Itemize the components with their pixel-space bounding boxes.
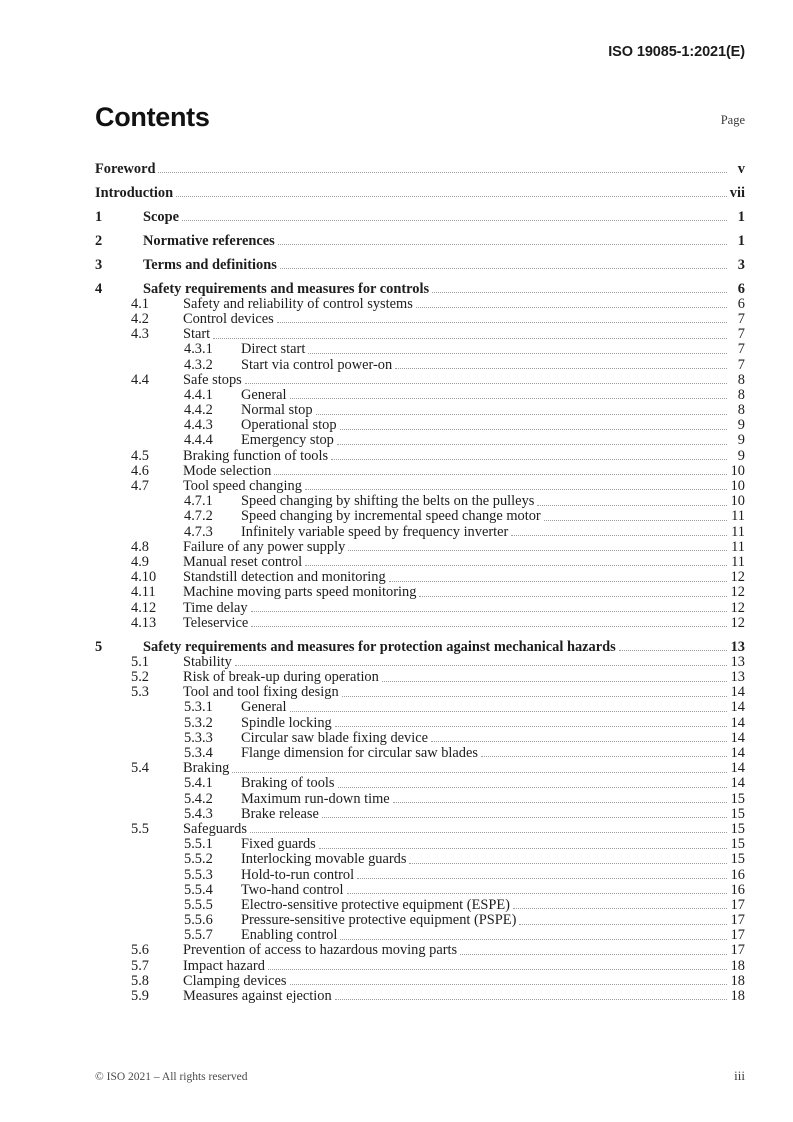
toc-dot-leader [513,898,727,912]
toc-entry-page-number: 12 [730,569,745,586]
page-column-label: Page [720,113,745,127]
toc-entry-page-number: 7 [737,341,745,358]
toc-entry-page-number: 11 [731,538,745,555]
toc-dot-leader [395,358,727,372]
toc-dot-leader [544,509,727,523]
toc-entry-title: Tool and tool fixing design [183,684,339,701]
toc-entry-title: Hold-to-run control [241,866,355,883]
toc-entry-page-number: 18 [730,988,745,1005]
toc-dot-leader [245,373,727,387]
toc-entry-page-number: 13 [730,669,745,686]
toc-dot-leader [431,731,727,745]
toc-entry-title: Infinitely variable speed by frequency inverter [241,523,509,540]
toc-dot-leader [340,928,727,942]
toc-entry-number: 4.12 [131,599,157,616]
toc-dot-leader [511,525,727,539]
toc-entry[interactable] [95,806,745,821]
toc-dot-leader [322,807,727,821]
toc-entry-page-number: 12 [730,599,745,616]
toc-entry[interactable] [95,585,745,600]
toc-entry-number: 5.5.4 [184,881,213,898]
toc-entry-page-number: 14 [730,745,745,762]
toc-entry-title: Impact hazard [183,957,265,974]
toc-entry-page-number: 18 [730,957,745,974]
toc-dot-leader [280,258,727,272]
toc-dot-leader [268,959,727,973]
toc-entry-number: 5.4.1 [184,775,213,792]
toc-entry-number: 5.3.3 [184,729,213,746]
toc-entry-page-number: 8 [737,402,745,419]
toc-entry-number: 5.4.3 [184,805,213,822]
toc-entry-number: 4.5 [131,447,149,464]
toc-entry[interactable] [95,700,745,715]
toc-entry-title: Introduction [95,184,174,201]
toc-entry-number: 4.7.3 [184,523,213,540]
toc-entry-number: 5.8 [131,972,149,989]
document-standard-reference: ISO 19085-1:2021(E) [608,44,745,60]
toc-entry-number: 4.9 [131,553,149,570]
toc-entry[interactable] [95,821,745,836]
toc-dot-leader [305,555,727,569]
toc-entry-title: Terms and definitions [143,256,277,273]
toc-entry-title: Safeguards [183,820,247,837]
toc-entry[interactable] [95,630,745,654]
toc-entry[interactable] [95,867,745,882]
toc-entry[interactable] [95,493,745,508]
toc-entry-number: 3 [95,256,103,273]
toc-entry-page-number: 10 [730,478,745,495]
toc-entry-number: 5.5 [131,820,149,837]
toc-entry-page-number: 17 [730,942,745,959]
toc-dot-leader [347,883,728,897]
toc-entry-title: Emergency stop [241,432,334,449]
toc-entry-number: 5.5.2 [184,851,213,868]
toc-entry-page-number: 17 [730,927,745,944]
toc-entry[interactable] [95,897,745,912]
toc-dot-leader [250,822,727,836]
toc-entry-number: 5.5.3 [184,866,213,883]
contents-header-row [95,104,745,131]
toc-entry-title: Start [183,326,211,343]
toc-entry[interactable] [95,478,745,493]
toc-dot-leader [537,494,727,508]
toc-entry-number: 4.7.2 [184,508,213,525]
toc-entry-page-number: 14 [730,775,745,792]
toc-entry[interactable] [95,152,745,176]
toc-entry-title: Stability [183,653,232,670]
toc-entry-number: 4.4.2 [184,402,213,419]
toc-entry-page-number: 6 [737,280,745,297]
page-title: Contents [95,102,210,132]
toc-entry-number: 5.3.1 [184,699,213,716]
toc-entry[interactable] [95,402,745,417]
toc-entry-number: 5.3.2 [184,714,213,731]
toc-entry-page-number: 7 [737,356,745,373]
toc-entry-page-number: 8 [737,371,745,388]
toc-dot-leader [251,601,727,615]
toc-entry-title: Speed changing by incremental speed change motor [241,508,541,525]
toc-dot-leader [290,974,727,988]
toc-entry-page-number: 14 [730,714,745,731]
toc-dot-leader [416,297,727,311]
toc-entry[interactable] [95,554,745,569]
toc-dot-leader [481,746,727,760]
toc-entry-title: Braking function of tools [183,447,329,464]
toc-entry-number: 5.3 [131,684,149,701]
toc-entry-number: 5.2 [131,669,149,686]
toc-entry-page-number: 10 [730,462,745,479]
toc-entry-title: Safety and reliability of control systems [183,295,413,312]
toc-entry-number: 4 [95,280,103,297]
toc-entry-title: Clamping devices [183,972,287,989]
toc-entry-title: Safety requirements and measures for protection against mechanical hazards [143,638,616,655]
toc-entry-title: Spindle locking [241,714,332,731]
toc-entry-number: 4.3.1 [184,341,213,358]
toc-entry-number: 4.7.1 [184,493,213,510]
toc-dot-leader [338,776,727,790]
toc-entry-number: 5.9 [131,988,149,1005]
toc-entry-title: Pressure-sensitive protective equipment (PSPE) [241,912,517,929]
toc-entry-title: General [241,386,287,403]
toc-entry[interactable] [95,524,745,539]
toc-entry-page-number: 10 [730,493,745,510]
toc-dot-leader [277,312,727,326]
toc-entry[interactable] [95,224,745,248]
toc-entry-title: Start via control power-on [241,356,393,373]
toc-entry[interactable] [95,272,745,296]
toc-entry[interactable] [95,654,745,669]
toc-entry-page-number: 14 [730,699,745,716]
toc-entry-title: Braking of tools [241,775,335,792]
toc-entry[interactable] [95,715,745,730]
toc-entry[interactable] [95,600,745,615]
toc-entry[interactable] [95,685,745,700]
toc-entry-number: 4.4 [131,371,149,388]
toc-entry[interactable] [95,615,745,630]
toc-entry-number: 5.1 [131,653,149,670]
toc-entry[interactable] [95,418,745,433]
toc-entry[interactable] [95,311,745,326]
toc-entry-title: Foreword [95,160,156,177]
toc-entry-title: Prevention of access to hazardous moving parts [183,942,458,959]
toc-entry-number: 4.1 [131,295,149,312]
toc-entry-page-number: 11 [731,553,745,570]
toc-entry-number: 4.11 [131,584,156,601]
toc-dot-leader [382,670,727,684]
toc-entry-title: Normative references [143,232,275,249]
table-of-contents [95,152,745,1003]
toc-entry-number: 4.8 [131,538,149,555]
toc-dot-leader [337,433,727,447]
toc-entry-title: Risk of break-up during operation [183,669,379,686]
toc-entry[interactable] [95,745,745,760]
toc-entry-title: Two-hand control [241,881,344,898]
toc-entry-title: Circular saw blade fixing device [241,729,429,746]
toc-entry-page-number: 14 [730,760,745,777]
toc-dot-leader [319,837,727,851]
toc-entry-title: Scope [143,208,179,225]
toc-entry-title: General [241,699,287,716]
toc-entry[interactable] [95,852,745,867]
toc-entry[interactable] [95,448,745,463]
toc-entry[interactable] [95,509,745,524]
toc-entry[interactable] [95,569,745,584]
toc-entry-number: 4.4.1 [184,386,213,403]
toc-dot-leader [251,616,727,630]
toc-entry-number: 4.13 [131,614,157,631]
toc-dot-leader [389,570,727,584]
toc-dot-leader [519,913,727,927]
toc-entry-page-number: 9 [737,432,745,449]
toc-entry-number: 5.5.6 [184,912,213,929]
toc-dot-leader [176,186,727,200]
toc-entry-page-number: 14 [730,729,745,746]
toc-dot-leader [419,585,727,599]
toc-entry-number: 1 [95,208,103,225]
toc-entry[interactable] [95,248,745,272]
toc-dot-leader [335,716,727,730]
toc-entry[interactable] [95,669,745,684]
toc-entry-number: 4.4.3 [184,417,213,434]
toc-entry-number: 4.7 [131,478,149,495]
toc-entry-page-number: 15 [730,851,745,868]
toc-entry-page-number: 9 [737,447,745,464]
toc-dot-leader [342,685,727,699]
toc-dot-leader [348,540,727,554]
page-folio: iii [734,1068,745,1083]
toc-dot-leader [340,418,727,432]
toc-entry-title: Standstill detection and monitoring [183,569,386,586]
toc-entry-title: Enabling control [241,927,338,944]
toc-entry[interactable] [95,730,745,745]
toc-entry-title: Maximum run-down time [241,790,390,807]
toc-dot-leader [182,210,727,224]
toc-entry-page-number: 1 [737,232,745,249]
toc-entry-number: 5.6 [131,942,149,959]
toc-entry[interactable] [95,357,745,372]
toc-entry-page-number: 11 [731,523,745,540]
toc-entry-page-number: 16 [730,866,745,883]
toc-entry-number: 2 [95,232,103,249]
toc-dot-leader [460,943,727,957]
toc-entry[interactable] [95,791,745,806]
toc-dot-leader [232,761,727,775]
toc-entry-number: 4.4.4 [184,432,213,449]
toc-dot-leader [213,327,727,341]
toc-entry-page-number: 13 [730,638,745,655]
toc-entry-number: 5.4.2 [184,790,213,807]
toc-entry-page-number: 14 [730,684,745,701]
toc-entry[interactable] [95,912,745,927]
toc-entry-page-number: 15 [730,836,745,853]
toc-entry-number: 5.4 [131,760,149,777]
toc-entry-page-number: 9 [737,417,745,434]
toc-entry-page-number: 15 [730,820,745,837]
toc-entry-number: 5.3.4 [184,745,213,762]
toc-entry[interactable] [95,296,745,311]
toc-dot-leader [278,234,727,248]
toc-dot-leader [357,868,727,882]
toc-entry-title: Teleservice [183,614,249,631]
toc-dot-leader [290,700,727,714]
toc-entry-page-number: 11 [731,508,745,525]
toc-entry-page-number: 7 [737,310,745,327]
toc-entry-title: Safety requirements and measures for controls [143,280,430,297]
toc-entry-title: Fixed guards [241,836,316,853]
toc-entry[interactable] [95,372,745,387]
toc-entry-page-number: 15 [730,790,745,807]
toc-dot-leader [409,852,727,866]
toc-entry[interactable] [95,387,745,402]
toc-dot-leader [393,792,727,806]
toc-entry[interactable] [95,176,745,200]
toc-entry-title: Control devices [183,310,274,327]
toc-entry-page-number: 15 [730,805,745,822]
toc-entry[interactable] [95,958,745,973]
toc-entry-number: 5 [95,638,103,655]
toc-dot-leader [290,388,727,402]
toc-entry-title: Failure of any power supply [183,538,346,555]
toc-dot-leader [619,640,727,654]
toc-entry-title: Direct start [241,341,306,358]
toc-dot-leader [158,162,727,176]
toc-entry-page-number: 18 [730,972,745,989]
toc-entry-page-number: 16 [730,881,745,898]
toc-entry-number: 5.5.1 [184,836,213,853]
toc-entry[interactable] [95,760,745,775]
toc-entry-title: Normal stop [241,402,313,419]
toc-entry[interactable] [95,928,745,943]
toc-entry-title: Mode selection [183,462,272,479]
toc-entry-number: 5.5.7 [184,927,213,944]
toc-entry-number: 4.3.2 [184,356,213,373]
toc-entry-page-number: 17 [730,896,745,913]
toc-entry[interactable] [95,463,745,478]
toc-entry[interactable] [95,943,745,958]
toc-entry-number: 4.10 [131,569,157,586]
toc-entry-page-number: 12 [730,614,745,631]
toc-entry[interactable] [95,882,745,897]
toc-entry-page-number: 8 [737,386,745,403]
toc-entry-number: 5.7 [131,957,149,974]
toc-entry-title: Braking [183,760,230,777]
toc-entry-page-number: 1 [737,208,745,225]
toc-entry-page-number: 7 [737,326,745,343]
toc-dot-leader [308,342,727,356]
toc-entry-title: Safe stops [183,371,242,388]
toc-dot-leader [335,989,727,1003]
toc-entry-page-number: 12 [730,584,745,601]
toc-entry-title: Machine moving parts speed monitoring [183,584,417,601]
toc-entry-title: Time delay [183,599,248,616]
toc-dot-leader [235,655,727,669]
toc-dot-leader [331,449,727,463]
toc-entry-title: Operational stop [241,417,337,434]
toc-entry-title: Brake release [241,805,319,822]
toc-entry[interactable] [95,539,745,554]
toc-entry[interactable] [95,342,745,357]
page-footer [95,1068,745,1084]
toc-entry-number: 5.5.5 [184,896,213,913]
toc-entry-title: Speed changing by shifting the belts on the pulleys [241,493,535,510]
toc-entry-title: Measures against ejection [183,988,332,1005]
toc-entry-number: 4.6 [131,462,149,479]
toc-entry[interactable] [95,326,745,341]
toc-entry-page-number: 6 [737,295,745,312]
toc-entry-page-number: 3 [737,256,745,273]
toc-entry-page-number: v [737,160,745,177]
toc-entry-page-number: 13 [730,653,745,670]
toc-entry[interactable] [95,433,745,448]
toc-entry[interactable] [95,973,745,988]
toc-entry[interactable] [95,836,745,851]
toc-entry-number: 4.3 [131,326,149,343]
toc-entry-page-number: vii [729,184,745,201]
copyright-notice: © ISO 2021 – All rights reserved [95,1071,248,1083]
toc-entry-title: Flange dimension for circular saw blades [241,745,478,762]
toc-dot-leader [316,403,727,417]
toc-entry-number: 4.2 [131,310,149,327]
toc-entry[interactable] [95,988,745,1003]
toc-entry-title: Electro-sensitive protective equipment (ESPE) [241,896,510,913]
toc-entry-title: Interlocking movable guards [241,851,407,868]
toc-entry-title: Tool speed changing [183,478,302,495]
toc-entry-page-number: 17 [730,912,745,929]
toc-entry-title: Manual reset control [183,553,303,570]
toc-dot-leader [432,282,727,296]
toc-entry[interactable] [95,200,745,224]
toc-entry[interactable] [95,776,745,791]
toc-dot-leader [274,464,727,478]
toc-dot-leader [305,479,727,493]
